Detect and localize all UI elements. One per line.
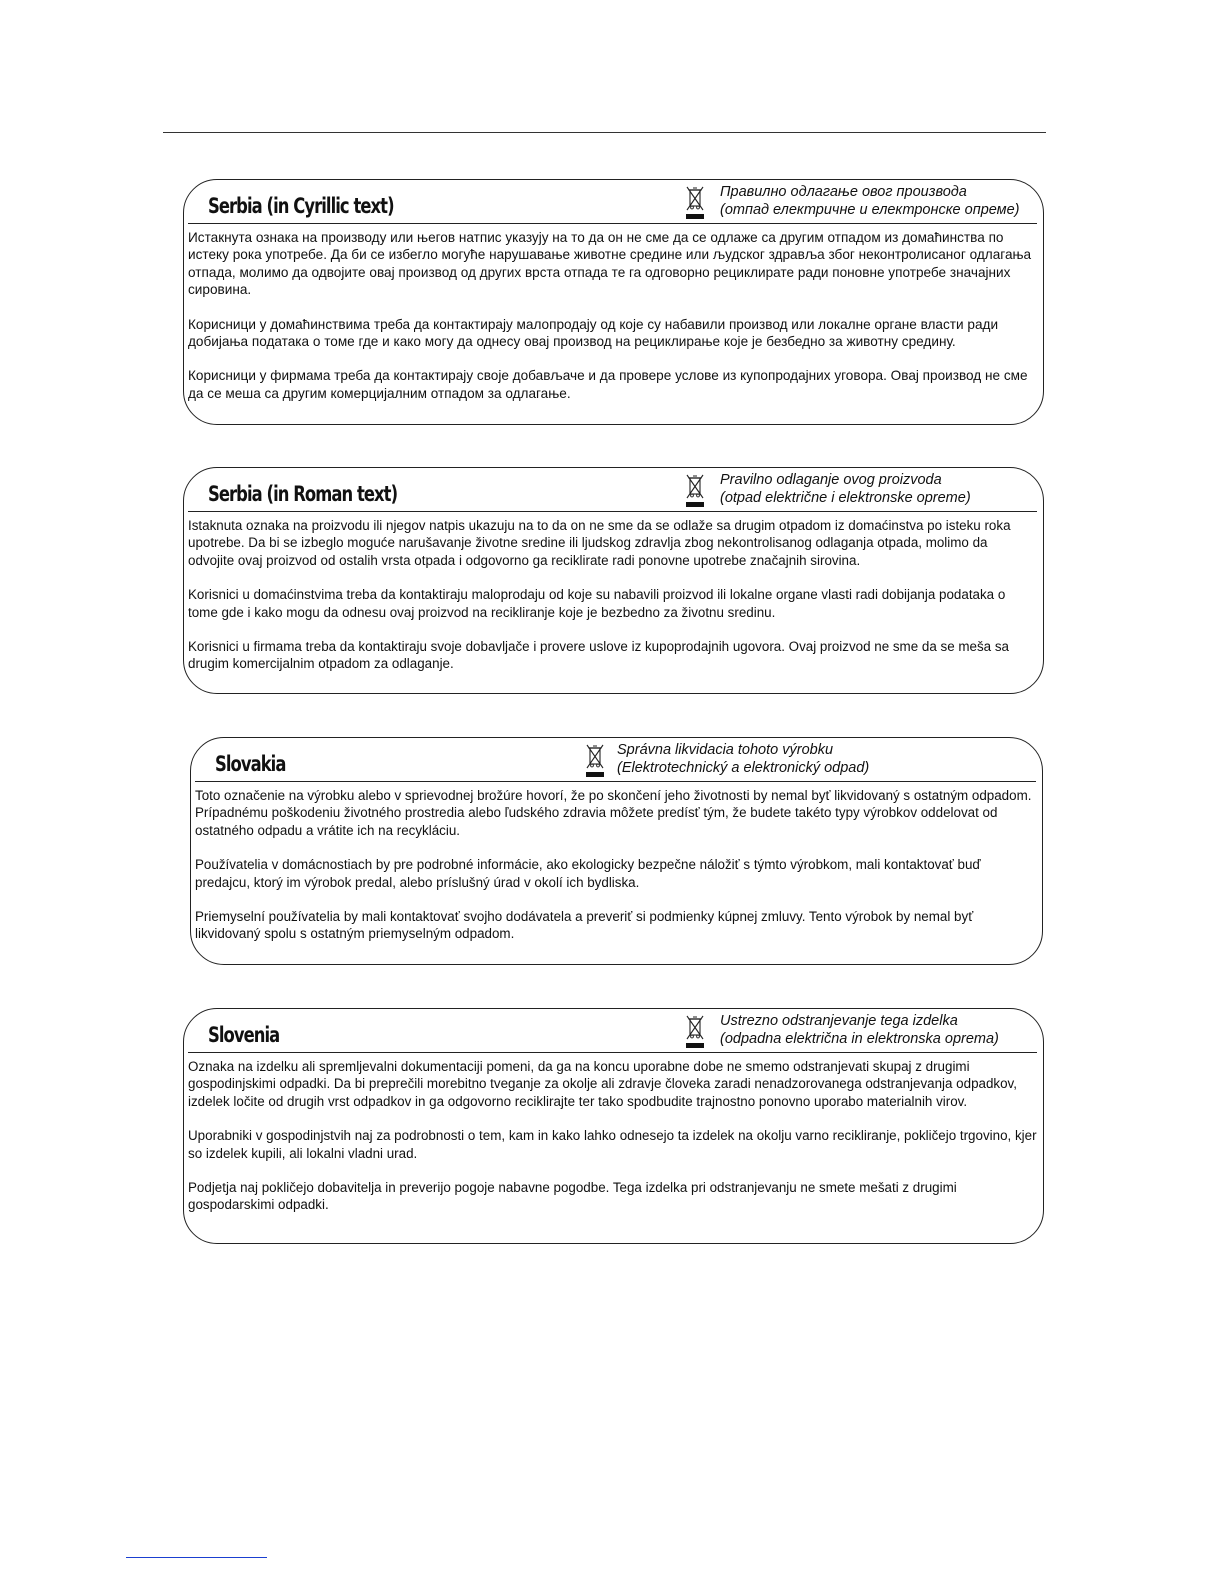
notice-body xyxy=(195,787,1036,960)
notice-body xyxy=(188,229,1037,419)
notice-paragraph: Korisnici u firmama treba da kontaktiraju svoje dobavljače i provere uslove iz kupoprodajnih ugovora. Ovaj proizvod ne sme da se meša sa drugim komercijalnim otpadom za odlaganje. xyxy=(188,639,1009,672)
header-divider xyxy=(188,511,1037,512)
notice-paragraph: Používatelia v domácnostiach by pre podrobné informácie, ako ekologicky bezpečne náložiť s týmto výrobkom, mali kontaktovať buď predajcu, ktorý im výrobok predal, alebo príslušný úrad v okolí ich bydliska. xyxy=(195,857,981,890)
notice-subtitle: Ustrezno odstranjevanje tega izdelka (odpadna električna in elektronska oprema) xyxy=(720,1013,999,1047)
crossed-out-wheelie-bin-icon xyxy=(584,744,606,780)
disposal-notice-serbia-cyrillic xyxy=(183,179,1044,425)
notice-paragraph: Toto označenie na výrobku alebo v sprievodnej brožúre hovorí, že po skončení jeho životnosti by nemal byť likvidovaný s ostatným odpadom. Prípadnému poškodeniu životného prostredia alebo ľudského zdravia môžete predísť tým, že budete takéto typy výrobkov oddelovat od ostatného odpadu a vrátite ich na recykláciu. xyxy=(195,788,1032,838)
notice-paragraph: Podjetja naj pokličejo dobavitelja in preverijo pogoje nabavne pogodbe. Tega izdelka pri odstranjevanju ne smete mešati z drugimi gospodarskimi odpadki. xyxy=(188,1180,957,1213)
notice-header xyxy=(184,1009,1043,1055)
notice-header xyxy=(184,468,1043,514)
header-divider xyxy=(195,781,1036,782)
notice-subtitle: Pravilno odlaganje ovog proizvoda (otpad električne i elektronske opreme) xyxy=(720,472,971,506)
notice-paragraph: Priemyselní používatelia by mali kontaktovať svojho dodávatela a preveriť si podmienky kúpnej zmluvy. Tento výrobok by nemal byť likvidovaný spolu s ostatným priemyselným odpadom. xyxy=(195,909,974,942)
notice-body xyxy=(188,517,1037,690)
country-title: Slovenia xyxy=(208,1023,280,1047)
header-divider xyxy=(188,1052,1037,1053)
disposal-notice-slovakia xyxy=(190,737,1043,965)
crossed-out-wheelie-bin-icon xyxy=(684,186,706,222)
disposal-notice-serbia-roman xyxy=(183,467,1044,694)
notice-subtitle: Правилно одлагање овог производа (отпад електричне и електронске опреме) xyxy=(720,184,1020,218)
notice-header xyxy=(191,738,1042,784)
notice-paragraph: Корисници у домаћинствима треба да контактирају малопродају од које су набавили производ или локалне органе власти ради добијања података о томе где и како могу да однесу овај производ на рециклирање које је безбедно за животну средину. xyxy=(188,316,999,350)
header-divider xyxy=(188,223,1037,224)
country-title: Slovakia xyxy=(215,752,286,776)
notice-paragraph: Истакнута ознака на производу или његов натпис указују на то да он не сме да се одлаже са другим отпадом из домаћинства по истеку рока употребе. Да би се избегло могуће нарушавање животне средине или људског здравља због неконтролисаног одлагања отпада, молимо да одвојите овај производ од других врста отпада те га одговорно рециклирате ради поновне употребе значајних сировина. xyxy=(188,230,1032,298)
country-title: Serbia (in Cyrillic text) xyxy=(208,194,394,218)
notice-paragraph: Istaknuta oznaka na proizvodu ili njegov natpis ukazuju na to da on ne sme da se odlaže sa drugim otpadom iz domaćinstva po isteku roka upotrebe. Da bi se izbeglo moguće narušavanje životne sredine ili ljudskog zdravlja zbog nekontrolisanog odlaganja otpada, molimo da odvojite ovaj proizvod od ostalih vrsta otpada i odgovorno ga reciklirate radi ponovne upotrebe značajnih sirovina. xyxy=(188,518,1011,568)
top-horizontal-rule xyxy=(163,132,1046,133)
notice-paragraph: Oznaka na izdelku ali spremljevalni dokumentaciji pomeni, da ga na koncu uporabne dobe ne smemo odstranjevati skupaj z drugimi gospodinjskimi odpadki. Da bi preprečili morebitno tveganje za okolje ali zdravje človeka zaradi nenadzorovanega odstranjevanja odpadkov, izdelek ločite od drugih vrst odpadkov in ga odgovorno reciklirajte ter tako spodbudite trajnostno ponovno uporabo materialnih virov. xyxy=(188,1059,1017,1109)
notice-paragraph: Uporabniki v gospodinjstvih naj za podrobnosti o tem, kam in kako lahko odnesejo ta izdelek na okolju varno recikliranje, pokličejo trgovino, kjer so izdelek kupili, ali lokalni vladni urad. xyxy=(188,1128,1037,1161)
notice-paragraph: Корисници у фирмама треба да контактирају своје добављаче и да провере услове из купопродајних уговора. Овај производ не сме да се меша са другим комерцијалним отпадом за одлагање. xyxy=(188,368,1028,401)
notice-body xyxy=(188,1058,1037,1231)
country-title: Serbia (in Roman text) xyxy=(208,482,398,506)
notice-header xyxy=(184,180,1043,226)
notice-subtitle: Správna likvidacia tohoto výrobku (Elektrotechnický a elektronický odpad) xyxy=(617,742,870,776)
crossed-out-wheelie-bin-icon xyxy=(684,1015,706,1051)
disposal-notice-slovenia xyxy=(183,1008,1044,1244)
footer-link-underline[interactable] xyxy=(126,1557,267,1558)
notice-paragraph: Korisnici u domaćinstvima treba da kontaktiraju maloprodaju od koje su nabavili proizvod ili lokalne organe vlasti radi dobijanja podataka o tome gde i kako mogu da odnesu ovaj proizvod na recikliranje koje je bezbedno za životnu sredinu. xyxy=(188,587,1006,620)
crossed-out-wheelie-bin-icon xyxy=(684,474,706,510)
